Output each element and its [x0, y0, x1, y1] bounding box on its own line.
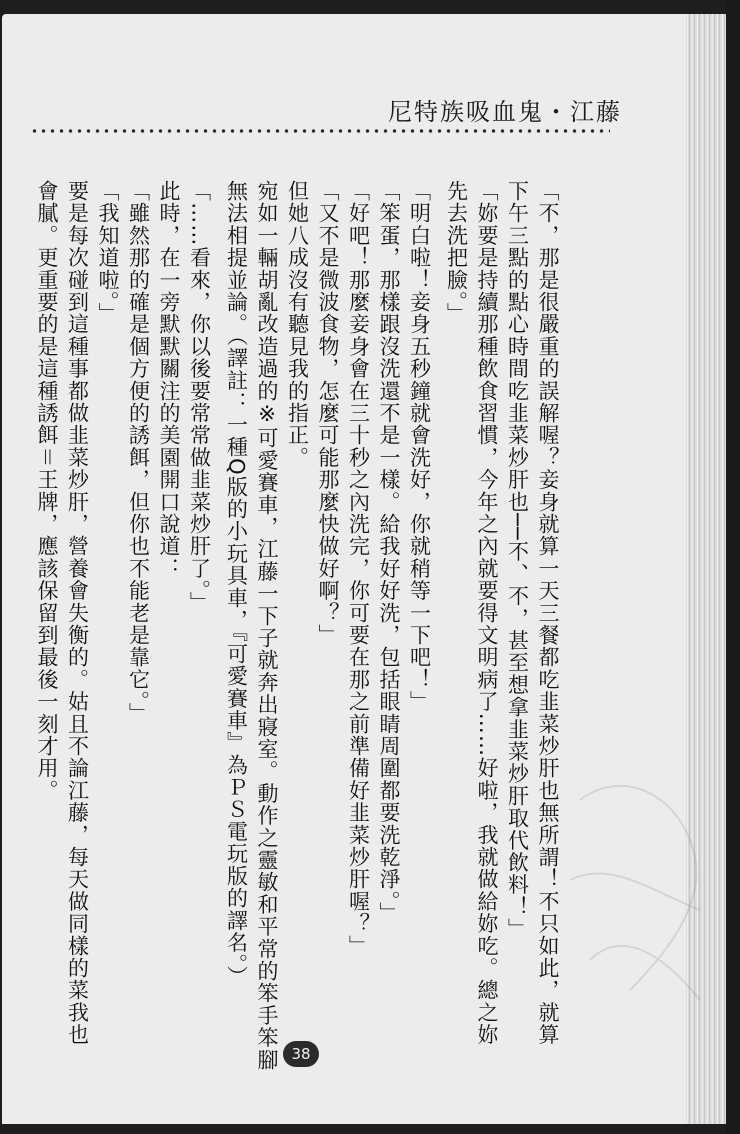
text-column: 會膩。更重要的是這種誘餌＝王牌，應該保留到最後一刻才用。	[35, 180, 59, 802]
text-column: 宛如一輛胡亂改造過的※可愛賽車，江藤一下子就奔出寢室。動作之靈敏和平常的笨手笨腳	[255, 180, 279, 1071]
scan-border	[726, 0, 740, 1134]
text-column: 「我知道啦。」	[96, 180, 120, 325]
running-header-title: 尼特族吸血鬼・江藤	[388, 98, 622, 126]
text-column: 「不，那是很嚴重的誤解喔？妾身就算一天三餐都吃韭菜炒肝也無所謂！不只如此，就算	[536, 180, 560, 1046]
text-column: 「又不是微波食物，怎麼可能那麼快做好啊？」	[316, 180, 340, 647]
faint-illustration-bleed	[560, 760, 710, 1020]
text-column: 「妳要是持續那種飲食習慣，今年之內就要得文明病了……好啦，我就做給妳吃。總之妳	[475, 180, 499, 1046]
text-column: 下午三點的點心時間吃韭菜炒肝也──不、不，甚至想拿韭菜炒肝取代飲料！」	[505, 180, 530, 941]
text-column: 此時，在一旁默默關注的美園開口說道：	[157, 180, 181, 580]
text-column: 無法相提並論。（譯註：一種Q版的小玩具車，『可愛賽車』為ＰＳ電玩版的譯名。）	[224, 180, 249, 988]
text-column: 先去洗把臉。」	[444, 180, 469, 325]
dotted-header-rule	[30, 128, 610, 134]
page-number-badge: 38	[283, 1041, 319, 1067]
text-column: 「……看來，你以後要常常做韭菜炒肝了。」	[187, 180, 212, 614]
text-column: 「雖然那的確是個方便的誘餌，但你也不能老是靠它。」	[126, 180, 151, 725]
text-column: 「明白啦！妾身五秒鐘就會洗好，你就稍等一下吧！」	[407, 180, 432, 713]
text-column: 要是每次碰到這種事都做韭菜炒肝，營養會失衡的。姑且不論江藤，每天做同樣的菜我也	[65, 180, 90, 1046]
text-column: 但她八成沒有聽見我的指正。	[285, 180, 310, 469]
text-column: 「笨蛋，那樣跟沒洗還不是一樣。給我好好洗，包括眼睛周圍都要洗乾淨。」	[377, 180, 401, 925]
text-column: 「好吧！那麼妾身會在三十秒之內洗完，你可要在那之前準備好韭菜炒肝喔？」	[346, 180, 371, 957]
